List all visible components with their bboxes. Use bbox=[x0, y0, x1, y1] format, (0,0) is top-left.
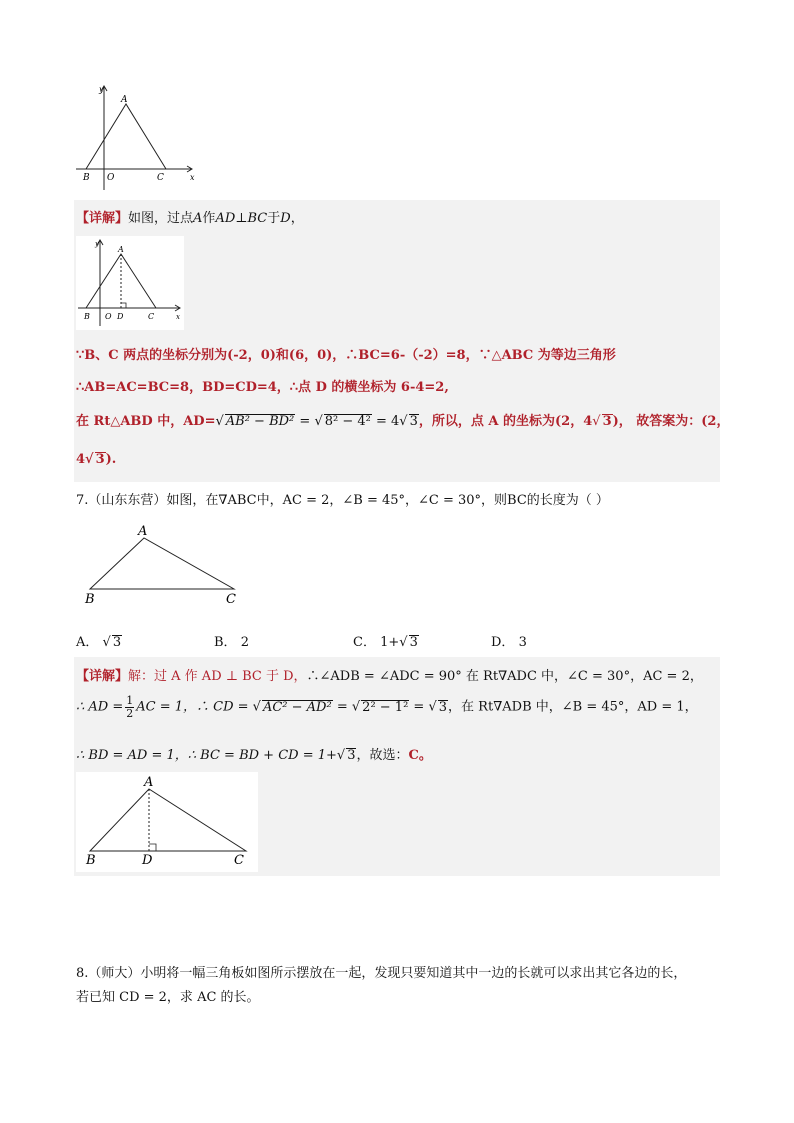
solution-q6-line4: 4√ 3). bbox=[76, 452, 117, 467]
x-axis-label: x bbox=[176, 313, 180, 321]
option-c[interactable]: C． 1+√ 3 bbox=[353, 635, 418, 650]
solution-q6-line3: 在 Rt△ABD 中，AD=√ AB² − BD² = √ 8² − 4² = 4√ 3，所以，点 A 的坐标为(2，4√ 3)， 故答案为：(2， bbox=[76, 414, 730, 429]
origin-label: O bbox=[107, 173, 115, 183]
option-b[interactable]: B． 2 bbox=[214, 635, 249, 650]
vertex-b-label: B bbox=[84, 312, 90, 321]
vertex-c-label: C bbox=[148, 312, 155, 321]
figure-coordinate-triangle bbox=[74, 82, 198, 192]
detail-tag: 【详解】 bbox=[76, 211, 129, 226]
vertex-b-label: B bbox=[83, 173, 90, 183]
figure-triangle-q7 bbox=[80, 522, 250, 608]
question-8-line2: 若已知 CD = 2，求 AC 的长。 bbox=[76, 990, 260, 1005]
solution-q7-line2: ∴ AD = $\frac{1}{2}$ AC = 1，∴ CD = √ AC² − AD² = √ 2² − 1² = √ 3，在 Rt∇ADB 中，∠B = 45°，AD = 1， bbox=[76, 694, 698, 720]
vertex-a-label: A bbox=[121, 95, 128, 105]
detail-tag: 【详解】 bbox=[76, 669, 129, 684]
vertex-c-label: C bbox=[157, 173, 164, 183]
solution-q6-line2: ∴AB=AC=BC=8，BD=CD=4，∴点 D 的横坐标为 6-4=2, bbox=[76, 380, 449, 395]
foot-d-label: D bbox=[142, 853, 153, 868]
option-d[interactable]: D． 3 bbox=[491, 635, 527, 650]
vertex-a-label: A bbox=[144, 775, 154, 790]
solution-q7-line1: 【详解】解：过 A 作 AD ⊥ BC 于 D，∴∠ADB = ∠ADC = 90° 在 Rt∇ADC 中，∠C = 30°，AC = 2， bbox=[76, 669, 703, 684]
vertex-b-label: B bbox=[85, 592, 95, 607]
vertex-a-label: A bbox=[138, 524, 148, 539]
vertex-b-label: B bbox=[86, 853, 96, 868]
question-8-line1: 8.（师大）小明将一幅三角板如图所示摆放在一起，发现只要知道其中一边的长就可以求出其它各边的长， bbox=[76, 966, 687, 981]
solution-q6-line1: ∵B、C 两点的坐标分别为(-2，0)和(6，0)，∴BC=6-（-2）=8，∵△ABC 为等边三角形 bbox=[76, 348, 616, 363]
vertex-c-label: C bbox=[234, 853, 244, 868]
y-axis-label: y bbox=[95, 240, 99, 248]
origin-label: O bbox=[105, 312, 112, 321]
question-7-text: 7.（山东东营）如图，在∇ABC中，AC = 2，∠B = 45°，∠C = 30°，则BC的长度为（ ） bbox=[76, 493, 609, 508]
vertex-a-label: A bbox=[118, 245, 124, 254]
solution-q7-line3: ∴ BD = AD = 1，∴ BC = BD + CD = 1+√ 3，故选：C。 bbox=[76, 748, 432, 763]
x-axis-label: x bbox=[190, 173, 195, 182]
vertex-c-label: C bbox=[226, 592, 236, 607]
option-a[interactable]: A． √ 3 bbox=[76, 635, 122, 650]
figure-coordinate-altitude bbox=[76, 236, 184, 330]
foot-d-label: D bbox=[117, 312, 124, 321]
solution-q6-intro: 【详解】如图，过点A作AD⊥BC于D， bbox=[76, 211, 304, 226]
y-axis-label: y bbox=[99, 85, 104, 94]
figure-triangle-altitude-q7 bbox=[76, 772, 258, 872]
